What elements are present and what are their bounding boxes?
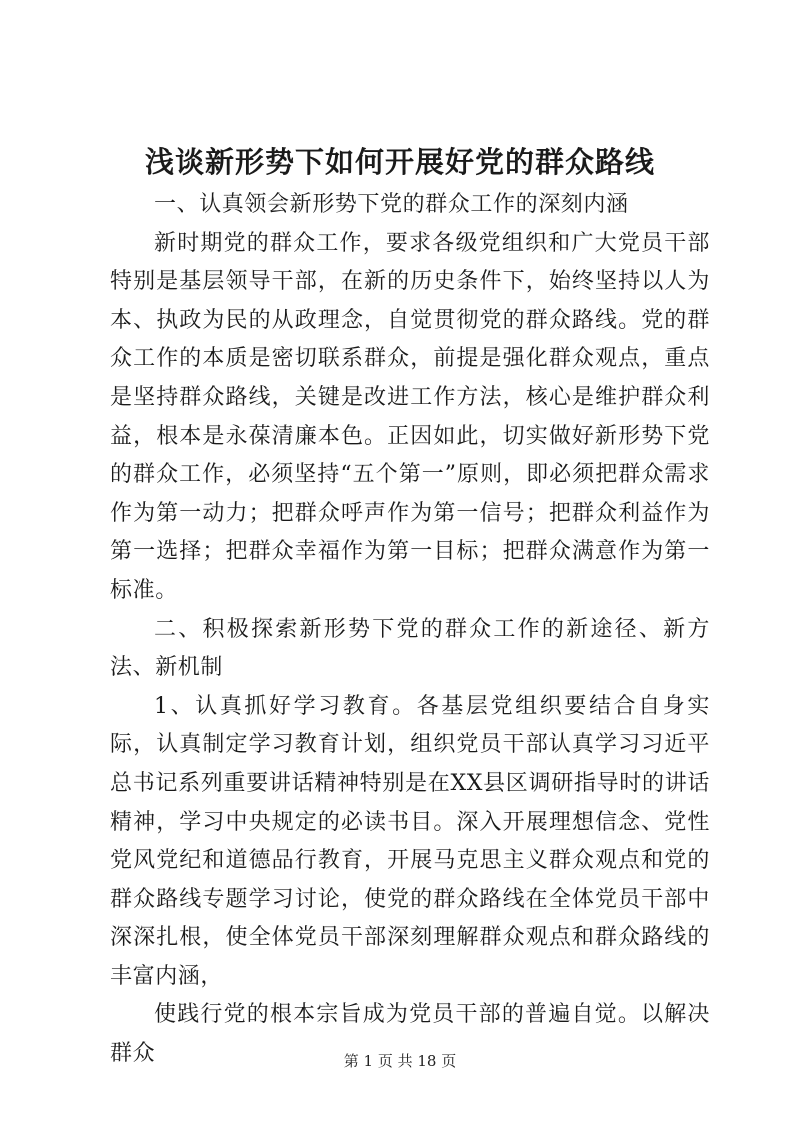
section-heading-2: 二、积极探索新形势下党的群众工作的新途径、新方法、新机制 [110, 616, 710, 681]
section-heading-1: 一、认真领会新形势下党的群众工作的深刻内涵 [154, 192, 629, 217]
paragraph-study-education: 1、认真抓好学习教育。各基层党组织要结合自身实际，认真制定学习教育计划，组织党员干部认真学习习近平总书记系列重要讲话精神特别是在XX县区调研指导时的讲话精神，学习中央规定的必读书目。深入开展理想信念、党性党风党纪和道德品行教育，开展马克思主义群众观点和党的群众路线专题学习讨论，使党的群众路线在全体党员干部中深深扎根，使全体党员干部深刻理解群众观点和群众路线的丰富内涵， [110, 693, 710, 989]
document-body [110, 186, 710, 1074]
paragraph-continuation: 使践行党的根本宗旨成为党员干部的普遍自觉。以解决群众 [110, 1002, 710, 1067]
page-footer: 第 1 页 共 18 页 [343, 1052, 457, 1070]
paragraph-essence: 新时期党的群众工作，要求各级党组织和广大党员干部特别是基层领导干部，在新的历史条件下，始终坚持以人为本、执政为民的从政理念，自觉贯彻党的群众路线。党的群众工作的本质是密切联系群众，前提是强化群众观点，重点是坚持群众路线，关键是改进工作方法，核心是维护群众利益，根本是永葆清廉本色。正因如此，切实做好新形势下党的群众工作，必须坚持“五个第一”原则，即必须把群众需求作为第一动力；把群众呼声作为第一信号；把群众利益作为第一选择；把群众幸福作为第一目标；把群众满意作为第一标准。 [110, 230, 710, 603]
document-title: 浅谈新形势下如何开展好党的群众路线 [144, 145, 655, 179]
